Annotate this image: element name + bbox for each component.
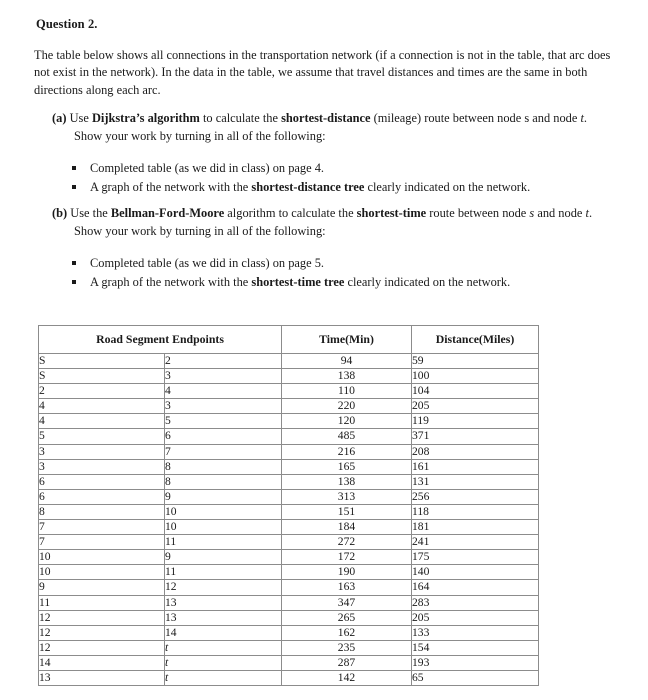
cell-time: 216 [282, 444, 412, 459]
cell-to: 7 [165, 444, 282, 459]
table-row [39, 444, 539, 459]
square-bullet-icon [72, 185, 76, 189]
table-row [39, 474, 539, 489]
table-row [39, 384, 539, 399]
bullet-text-post: clearly indicated on the network. [344, 274, 511, 289]
table-row [39, 655, 539, 670]
bullet-text-pre: Completed table (as we did in class) on page 5. [90, 256, 324, 270]
table-row [39, 354, 539, 369]
cell-time: 184 [282, 520, 412, 535]
cell-to: 13 [165, 595, 282, 610]
bullet-text-pre: A graph of the network with the [90, 179, 252, 194]
road-segment-table-wrap [38, 325, 538, 686]
table-row [39, 595, 539, 610]
table-row [39, 535, 539, 550]
list-item [70, 273, 610, 292]
cell-time: 94 [282, 354, 412, 369]
part-b-text-1: Use the [70, 206, 111, 220]
cell-distance: 161 [412, 459, 539, 474]
table-row [39, 580, 539, 595]
cell-to: 11 [165, 565, 282, 580]
cell-from: 13 [39, 670, 165, 685]
cell-to: 9 [165, 550, 282, 565]
cell-time: 235 [282, 640, 412, 655]
header-endpoints: Road Segment Endpoints [39, 326, 282, 354]
part-b-algorithm: Bellman-Ford-Moore [110, 206, 225, 220]
cell-distance: 193 [412, 655, 539, 670]
part-b-bullet-list [70, 254, 610, 291]
part-b-text-3: route between node [426, 206, 530, 220]
cell-time: 347 [282, 595, 412, 610]
part-b-text-4: . Show your work by turning in all of the following: [74, 206, 593, 238]
cell-from: 12 [39, 610, 165, 625]
cell-time: 165 [282, 459, 412, 474]
cell-distance: 133 [412, 625, 539, 640]
cell-time: 220 [282, 399, 412, 414]
cell-to: 10 [165, 504, 282, 519]
table-body [39, 354, 539, 686]
cell-time: 142 [282, 670, 412, 685]
cell-to: 3 [165, 399, 282, 414]
cell-from: S [39, 369, 165, 384]
cell-time: 485 [282, 429, 412, 444]
cell-to: 12 [165, 580, 282, 595]
cell-to: 3 [165, 369, 282, 384]
square-bullet-icon [72, 280, 76, 284]
cell-from: 8 [39, 504, 165, 519]
cell-from: 4 [39, 414, 165, 429]
bullet-text-bold: shortest-distance tree [251, 179, 365, 194]
part-a-bullet-list [70, 159, 610, 196]
cell-distance: 140 [412, 565, 539, 580]
cell-to: 10 [165, 520, 282, 535]
cell-from: 3 [39, 459, 165, 474]
cell-distance: 59 [412, 354, 539, 369]
cell-distance: 175 [412, 550, 539, 565]
cell-to: 13 [165, 610, 282, 625]
part-a-objective: shortest-distance [281, 111, 371, 125]
part-a-text-4: . Show your work by turning in all of the following: [74, 111, 587, 143]
cell-distance: 181 [412, 520, 539, 535]
part-a-text-2: to calculate the [199, 111, 282, 125]
cell-from: 2 [39, 384, 165, 399]
cell-to: 14 [165, 625, 282, 640]
cell-time: 190 [282, 565, 412, 580]
cell-distance: 208 [412, 444, 539, 459]
table-row [39, 429, 539, 444]
table-row [39, 520, 539, 535]
cell-distance: 118 [412, 504, 539, 519]
cell-to: 8 [165, 459, 282, 474]
cell-time: 138 [282, 474, 412, 489]
bullet-text-bold: shortest-time tree [251, 274, 345, 289]
cell-from: 6 [39, 474, 165, 489]
part-b-node-t: t [585, 206, 589, 220]
cell-distance: 154 [412, 640, 539, 655]
cell-time: 151 [282, 504, 412, 519]
cell-to: t [165, 670, 282, 685]
square-bullet-icon [72, 261, 76, 265]
cell-to: 11 [165, 535, 282, 550]
table-header-row [39, 326, 539, 354]
cell-to: t [165, 640, 282, 655]
cell-to: 4 [165, 384, 282, 399]
cell-distance: 283 [412, 595, 539, 610]
table-row [39, 565, 539, 580]
list-item [70, 178, 610, 197]
cell-time: 265 [282, 610, 412, 625]
road-segment-table [38, 325, 539, 686]
cell-time: 110 [282, 384, 412, 399]
table-row [39, 504, 539, 519]
bullet-text-pre: A graph of the network with the [90, 274, 252, 289]
cell-from: 5 [39, 429, 165, 444]
table-row [39, 459, 539, 474]
cell-time: 163 [282, 580, 412, 595]
cell-from: 10 [39, 565, 165, 580]
cell-time: 120 [282, 414, 412, 429]
part-b-text-2: algorithm to calculate the [224, 206, 357, 220]
table-row [39, 369, 539, 384]
cell-from: 9 [39, 580, 165, 595]
cell-from: 11 [39, 595, 165, 610]
part-b [52, 205, 612, 240]
square-bullet-icon [72, 166, 76, 170]
cell-from: 12 [39, 625, 165, 640]
page-title: Question 2. [36, 17, 98, 31]
part-b-label: (b) [52, 206, 68, 220]
cell-from: 14 [39, 655, 165, 670]
cell-distance: 256 [412, 489, 539, 504]
table-row [39, 399, 539, 414]
table-header [39, 326, 539, 354]
part-b-text-3b: and node [534, 206, 586, 220]
table-row [39, 489, 539, 504]
table-row [39, 670, 539, 685]
cell-distance: 371 [412, 429, 539, 444]
part-a-label: (a) [52, 111, 67, 125]
part-a-text-1: Use [69, 111, 92, 125]
cell-from: 3 [39, 444, 165, 459]
bullet-text-pre: Completed table (as we did in class) on page 4. [90, 161, 324, 175]
cell-to: 6 [165, 429, 282, 444]
cell-distance: 241 [412, 535, 539, 550]
table-row [39, 625, 539, 640]
cell-from: S [39, 354, 165, 369]
cell-distance: 100 [412, 369, 539, 384]
list-item [70, 159, 610, 178]
table-row [39, 414, 539, 429]
cell-distance: 164 [412, 580, 539, 595]
cell-distance: 65 [412, 670, 539, 685]
cell-from: 7 [39, 520, 165, 535]
cell-from: 6 [39, 489, 165, 504]
cell-time: 313 [282, 489, 412, 504]
cell-distance: 205 [412, 399, 539, 414]
cell-to: 5 [165, 414, 282, 429]
part-b-objective: shortest-time [356, 206, 427, 220]
part-a-algorithm: Dijkstra’s algorithm [91, 111, 200, 125]
part-b-node-s: s [529, 206, 535, 220]
cell-distance: 205 [412, 610, 539, 625]
cell-from: 12 [39, 640, 165, 655]
cell-time: 172 [282, 550, 412, 565]
part-a-node-t: t [580, 111, 584, 125]
list-item [70, 254, 610, 273]
part-a-text-3: (mileage) route between node s and node [370, 111, 581, 125]
intro-paragraph: The table below shows all connections in the transportation network (if a connection is not in the table, that arc does not exist in the network). In the data in the table, we assume that travel distances and times are the same in both directions along each arc. [34, 48, 611, 97]
header-distance: Distance(Miles) [412, 326, 539, 354]
bullet-text-post: clearly indicated on the network. [364, 179, 531, 194]
cell-from: 10 [39, 550, 165, 565]
cell-distance: 119 [412, 414, 539, 429]
cell-from: 7 [39, 535, 165, 550]
cell-to: 2 [165, 354, 282, 369]
table-row [39, 550, 539, 565]
cell-to: t [165, 655, 282, 670]
cell-to: 8 [165, 474, 282, 489]
part-a [52, 110, 612, 145]
cell-time: 287 [282, 655, 412, 670]
table-row [39, 640, 539, 655]
table-row [39, 610, 539, 625]
cell-time: 138 [282, 369, 412, 384]
cell-from: 4 [39, 399, 165, 414]
cell-distance: 104 [412, 384, 539, 399]
cell-distance: 131 [412, 474, 539, 489]
cell-time: 162 [282, 625, 412, 640]
cell-to: 9 [165, 489, 282, 504]
header-time: Time(Min) [282, 326, 412, 354]
cell-time: 272 [282, 535, 412, 550]
